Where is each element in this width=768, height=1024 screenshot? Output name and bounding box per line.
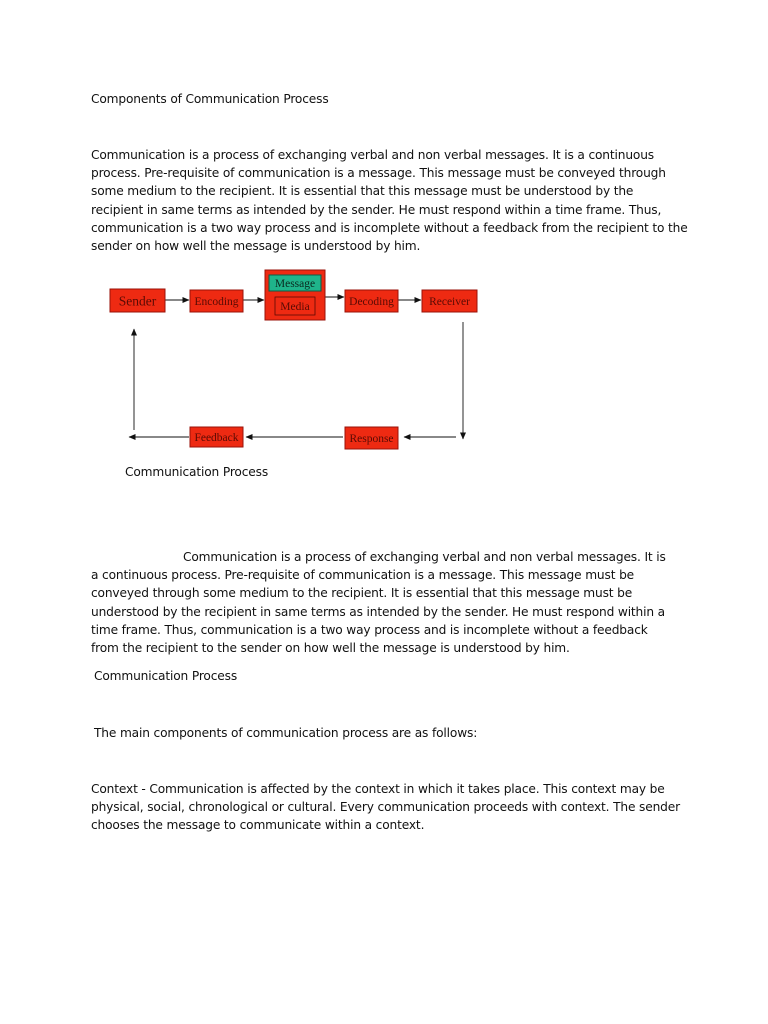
components-intro: The main components of communication process are as follows: [94,726,478,740]
repeated-paragraph-text: Communication is a process of exchanging verbal and non verbal messages. It is a continuous process. Pre-requisite of communication is a message. This message must be conveyed through some medium to the recipient. It is essential that this message must be understood by the recipient in same terms as intended by the sender. He must respond within a time frame. Thus, communication is a two way process and is incomplete without a feedback from the recipient to the sender on how well the message is understood by him. [91,550,666,656]
sender-label: Sender [118,293,157,309]
diagram-caption: Communication Process [125,465,269,479]
encoding-node [190,290,243,312]
message-label: Message [274,278,316,290]
media-node [265,270,325,320]
response-node [345,427,398,449]
second-caption: Communication Process [94,669,238,683]
feedback-node [190,427,243,447]
receiver-label: Receiver [429,296,470,308]
page-heading: Components of Communication Process [91,92,329,106]
receiver-node [422,290,477,312]
context-paragraph: Context - Communication is affected by the context in which it takes place. This context may be physical, social, chronological or cultural. Every communication proceeds with context. The sender chooses the message to communicate within a context. [91,782,680,833]
encoding-label: Encoding [194,296,239,308]
decoding-node [345,290,398,312]
communication-process-diagram [0,0,768,470]
repeated-paragraph [91,548,671,657]
intro-paragraph: Communication is a process of exchanging verbal and non verbal messages. It is a continuous process. Pre-requisite of communication is a message. This message must be conveyed through some medium to the recipient. It is essential that this message must be understood by the recipient in same terms as intended by the sender. He must respond within a time frame. Thus, communication is a two way process and is incomplete without a feedback from the recipient to the sender on how well the message is understood by him. [91,148,688,254]
feedback-label: Feedback [194,432,239,444]
media-label: Media [280,301,310,313]
decoding-label: Decoding [349,296,394,308]
response-label: Response [349,433,394,445]
sender-node [110,289,165,312]
